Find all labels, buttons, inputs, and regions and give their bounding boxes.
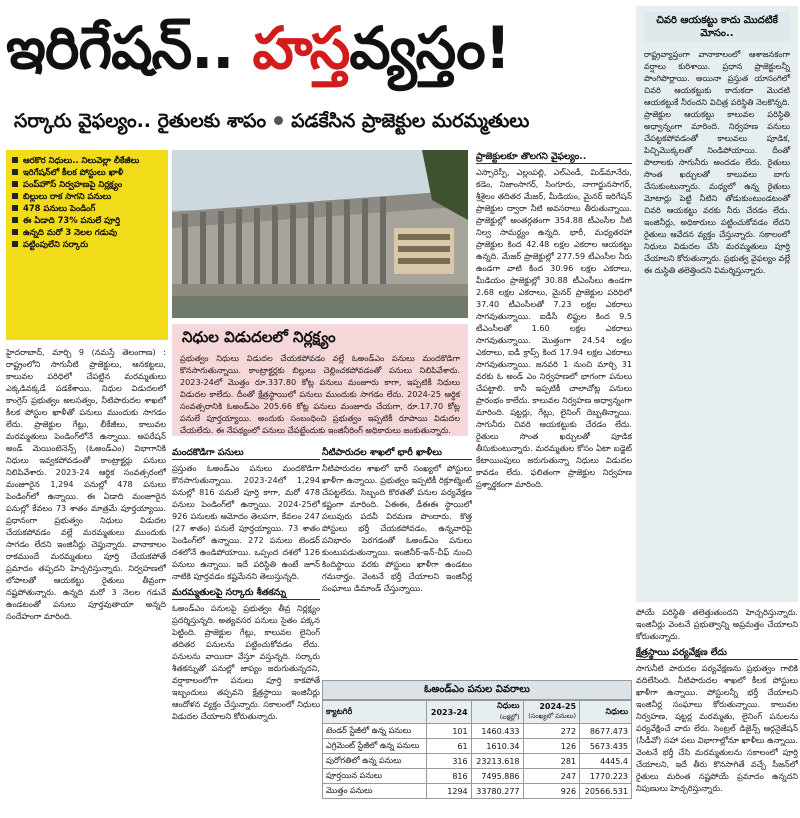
table-cell: 23213.618: [471, 754, 523, 769]
table-cell: 20566.531: [580, 784, 632, 799]
subheadline-left: సర్కారు వైఫల్యం.. రైతులకు శాపం: [14, 110, 267, 132]
table-cell: పురోగతిలో ఉన్న పనులు: [323, 754, 427, 769]
table-cell: 7495.886: [471, 769, 523, 784]
square-bullet-icon: [12, 241, 18, 247]
table-cell: 1610.34: [471, 739, 523, 754]
table-cell: మొత్తం పనులు: [323, 784, 427, 799]
headline-part-1: ఇరిగేషన్..: [6, 14, 253, 82]
sidebar-title: చివరి ఆయకట్టు కాదు మొదటికే మోసం..: [644, 12, 790, 42]
table-cell: 4445.4: [580, 754, 632, 769]
table-cell: 816: [426, 769, 471, 784]
highlight-item: ఉన్నది మరో 3 నెలల గడువు: [10, 227, 164, 238]
table-cell: 126: [523, 739, 580, 754]
table-header-cell: నిధులు (లక్షల్లో): [471, 701, 523, 724]
section-text: పోయే పరిస్థితి తలెత్తుతుందని హెచ్చరిస్తున్నారు. ఇంజినీర్లు వెంటనే ప్రభుత్వాన్ని అప్రమత్తం చేయాలని కోరుతున్నారు.: [636, 607, 798, 641]
dam-illustration: [172, 150, 468, 318]
section-text: సాగునీటి పారుదల పర్యవేక్షణను ప్రభుత్వం గాలికి వదిలేసింది. నీటిపారుదల శాఖలో కీలక పోస్టులు ఖాళీగా ఉన్నాయి. పోస్టులన్నీ భర్తీ చేయాలని ఇంజినీర్ల సంఘాలు కోరుతున్నాయి. కాలువల నిర్వహణ, షట్టర్ల మరమ్మతు, లైనింగ్ పనులను పర్యవేక్షించే వారు లేరు. సెంట్రల్ డిజైన్స్ ఆర్గనైజేషన్ (సీడీవో) సహా పలు విభాగాల్లోనూ ఖాళీలు ఉన్నాయి. వెంటనే భర్తీ చేసి మరమ్మతులను సకాలంలో పూర్తి చేయాలని, ఇదే తీరు కొనసాగితే వచ్చే సీజన్‌లో రైతులు మరింత నష్టపోయే ప్రమాదం ఉన్నదని నిపుణులు హెచ్చరిస్తున్నారు.: [636, 663, 798, 793]
table-header-cell: 2023-24: [426, 701, 471, 724]
section-heading: నీటిపారుదల శాఖలో భారీ ఖాళీలు: [322, 446, 472, 460]
article-column-2b: [322, 446, 472, 678]
square-bullet-icon: [12, 193, 18, 199]
section-text: ప్రస్తుతం ఓఅండ్‌ఎం పనులు మందకొడిగా కొనసాగుతున్నాయి. 2023-24లో 1,294 పనుల్లో 816 పనులే పూర్తి కాగా, మరో 478 పనులు పెండింగ్‌లో ఉన్నాయి. 2024-25లో 926 పనులకు ఆమోదం తెలపగా, కేవలం 247 (27 శాతం) పనులే పూర్తయ్యాయి. 73 శాతం పెండింగ్‌లో ఉన్నాయి. 272 పనులు టెండర్ దశలోనే ఉండిపోయాయి. ఒప్పంద దశలో 126 పనులు ఉన్నాయి. ఇదే పరిస్థితి ఉంటే జూన్ నాటికి పూర్తవడం కష్టమేనని తెలుస్తున్నది.: [172, 463, 320, 581]
table-cell: 316: [426, 754, 471, 769]
table-cell: 272: [523, 724, 580, 739]
table-cell: 101: [426, 724, 471, 739]
highlight-item: పట్టింపులేని సర్కారు: [10, 239, 164, 250]
headline-part-3: వ్యస్తం!: [349, 14, 511, 82]
table-cell: 1294: [426, 784, 471, 799]
highlight-item: ఇరిగేషన్‌లో కీలక పోస్టులు ఖాళీ: [10, 167, 164, 178]
table-cell: 1460.433: [471, 724, 523, 739]
highlight-item: 478 పనులు పెండింగ్: [10, 203, 164, 214]
section-text: ఓఅండ్‌ఎం పనులపై ప్రభుత్వం తీవ్ర నిర్లక్ష్యం ప్రదర్శిస్తున్నది. అత్యవసర పనులు సైతం పక్కన పెట్టింది. ప్రాజెక్టుల గేట్లు, కాలువల లైనింగ్ తదితర పనులను పట్టించుకోవడం లేదు. పనులను వాయిదా వేస్తూ వస్తున్నది. సర్కారు శీతకన్నుతో పనుల్లో జాప్యం జరుగుతున్నదని, వర్షాకాలంలోగా పనులు పూర్తి కాకపోతే ఇబ్బందులు తప్పవని క్షేత్రస్థాయి ఇంజినీర్లు ఆందోళన వ్యక్తం చేస్తున్నారు. సకాలంలో నిధులు విడుదల చేయాలని కోరుతున్నారు.: [172, 603, 320, 721]
subheadline: [14, 104, 644, 138]
dam-photo: [172, 150, 468, 318]
square-bullet-icon: [12, 169, 18, 175]
table-header-cell: నిధులు: [580, 701, 632, 724]
table-cell: 926: [523, 784, 580, 799]
square-bullet-icon: [12, 217, 18, 223]
section-heading: మరమ్మతులపై సర్కారు శీతకన్ను: [172, 586, 320, 600]
sidebar-box: [636, 6, 798, 602]
om-works-table: [322, 680, 632, 816]
headline: [6, 4, 626, 92]
table-cell: 8677.473: [580, 724, 632, 739]
data-table: [322, 700, 632, 799]
funds-release-heading: నిధుల విడుదలలో నిర్లక్ష్యం: [176, 328, 342, 350]
section-heading: మందకొడిగా పనులు: [172, 446, 320, 460]
table-cell: 33780.277: [471, 784, 523, 799]
article-column-4: [636, 606, 798, 816]
article-text-col1: హైదరాబాద్, మార్చి 9 (నమస్తే తెలంగాణ) : రాష్ట్రంలోని సాగునీటి ప్రాజెక్టులు, ఆనకట్టలు, కాలువల పరిధిలో చేపట్టిన మరమ్మతులు ఎక్కడివక్కడే పడకేశాయి. నిధుల విడుదలలో కాంగ్రెస్ ప్రభుత్వం అలసత్వం, నీటిపారుదల శాఖలో కీలక పోస్టుల ఖాళీతో పనులు ముందుకు సాగడం లేదు. ప్రాజెక్టుల గేట్లు, లీకేజీలు, కాలువల మరమ్మతులు పెండింగ్‌లోనే ఉన్నాయి. ఆపరేషన్ అండ్ మెయింటెనెన్స్ (ఓఅండ్‌ఎం) విభాగానికి నిధులు ఇవ్వకపోవడంతో కాంట్రాక్టర్లు పనులు నిలిపివేశారు. 2023-24 ఆర్థిక సంవత్సరంలో మంజూరైన 1,294 పనుల్లో 478 పనులు పెండింగ్‌లో ఉన్నాయి. ఈ ఏడాది మంజూరైన పనుల్లో కేవలం 73 శాతం మాత్రమే పూర్తయ్యాయి. ప్రధానంగా ప్రభుత్వం నిధులు విడుదల చేయకపోవడం వల్లే మరమ్మతులు ముందుకు సాగడం లేదని ఇంజినీర్లు చెప్తున్నారు. వానాకాలం రాకముందే మరమ్మతులు పూర్తి చేయకపోతే ప్రమాదం తప్పదని హెచ్చరిస్తున్నారు. నిర్వహణలో లోపాలతో ఆయకట్టు రైతులు తీవ్రంగా నష్టపోతున్నారు. ఉన్నది మరో 3 నెలల గడువే ఉండటంతో పనులు పూర్తవుతాయా అన్నది సందేహంగా మారింది.: [6, 347, 166, 621]
table-header-row: [323, 701, 632, 724]
bullet-dot-icon: [274, 116, 283, 125]
square-bullet-icon: [12, 229, 18, 235]
table-cell: 61: [426, 739, 471, 754]
table-row: [323, 754, 632, 769]
table-row: [323, 739, 632, 754]
table-cell: 247: [523, 769, 580, 784]
highlights-box: [6, 150, 168, 340]
table-cell: ఎగ్రిమెంట్ స్టేజీలో ఉన్న పనులు: [323, 739, 427, 754]
table-cell: 1770.223: [580, 769, 632, 784]
highlight-item: ఈ ఏడాది 73% పనులే పూర్తి: [10, 215, 164, 226]
funds-release-box: [172, 324, 468, 436]
section-text: ఎస్సారెస్పీ, ఎల్లంపల్లి, ఎల్‌ఎండీ, మిడ్‌మానేరు, కడెం, నిజాంసాగర్, సింగూరు, నాగార్జునసాగర్, శ్రీశైలం తదితర మేజర్, మీడియం, మైనర్ ఇరిగేషన్ ప్రాజెక్టుల ద్వారా నీటి అవసరాలు తీరుతున్నాయి. ప్రాజెక్టుల్లో అంతర్గతంగా 354.88 టీఎంసీల నీటి నిల్వ సామర్థ్యం ఉన్నది. భారీ, మధ్యతరహా ప్రాజెక్టుల కింద 42.48 లక్షల ఎకరాల ఆయకట్టు ఉన్నది. మేజర్ ప్రాజెక్టుల్లో 277.59 టీఎంసీల నీరు ఉండగా వాటి కింద 30.96 లక్షల ఎకరాలు, మీడియం ప్రాజెక్టుల్లో 30.88 టీఎంసీలు ఉండగా 2.68 లక్షల ఎకరాలు, మైనర్ ప్రాజెక్టుల పరిధిలో 37.40 టీఎంసీలతో 7.23 లక్షల ఎకరాలు సాగవుతున్నాయి. ఐడీసీ లిఫ్టుల కింద 9.5 టీఎంసీలతో 1.60 లక్షల ఎకరాలు సాగవుతున్నాయి. మొత్తంగా 24.54 లక్షల ఎకరాలు, ఐడీ క్రాప్స్ కింద 17.94 లక్షల ఎకరాలు సాగవుతున్నాయి. జనవరి 1 నుంచి మార్చి 31 వరకు ఓ అండ్ ఎం నిర్వహణలో భాగంగా పనులు చేపట్టాలి. కానీ ఇప్పటికీ చాలాచోట్ల పనులు ప్రారంభం కాలేదు. కాలువల నిర్వహణ అధ్వాన్నంగా మారింది. షట్టర్లు, గేట్లు, లైనింగ్ దెబ్బతిన్నాయి. సాగునీరు చివరి ఆయకట్టుకు చేరడం లేదు. రైతులు సొంత ఖర్చులతో పూడిక తీసుకుంటున్నారు. మరమ్మతుల కోసం ఏటా బడ్జెట్ కేటాయింపులు జరుగుతున్నా నిధులు విడుదల కావడం లేదు. ఫలితంగా ప్రాజెక్టుల నిర్వహణ ప్రశ్నార్థకంగా మారింది.: [476, 167, 632, 489]
table-title: ఓఅండ్‌ఎం పనుల వివరాలు: [322, 680, 632, 700]
sidebar-text: రాష్ట్రవ్యాప్తంగా వానాకాలంలో ఆశాజనకంగా వర్షాలు కురిశాయి. ప్రధాన ప్రాజెక్టులన్నీ పొంగిపొర్లాయి. అయినా ప్రస్తుత యాసంగిలో చివరి ఆయకట్టుకు కాదుకదా మొదటి ఆయకట్టుకే నీరందని విచిత్ర పరిస్థితి నెలకొన్నది. ప్రాజెక్టుల ఆయకట్టు కాలువల పరిస్థితి అధ్వాన్నంగా మారింది. నిర్వహణ పనులు చేపట్టకపోవడంతో కాలువలు పూడిక, పిచ్చిమొక్కలతో నిండిపోయాయి. దీంతో పొలాలకు సాగునీరు అందడం లేదు. రైతులు సొంత ఖర్చులతో కాలువలు బాగు చేసుకుంటున్నారు. మధ్యలో ఉన్న రైతులు మోటార్లు పెట్టి నీటిని తోడుకుంటుండటంతో చివరి ఆయకట్టు వరకు నీరు చేరడం లేదు. ఇంజినీర్లు, అధికారులు పట్టించుకోవడం లేదని రైతులు ఆవేదన వ్యక్తం చేస్తున్నారు. సకాలంలో నిధులు విడుదల చేసి మరమ్మతులు పూర్తి చేయాలని కోరుతున్నారు. ప్రభుత్వ వైఫల్యం వల్లే ఈ దుస్థితి తలెత్తిందని విమర్శిస్తున్నారు.: [644, 49, 791, 275]
table-cell: పూర్తయిన పనులు: [323, 769, 427, 784]
section-heading: ప్రాజెక్టులకూ తొలగని వైఫల్యం..: [476, 150, 632, 164]
table-cell: టెండర్ స్టేజీలో ఉన్న పనులు: [323, 724, 427, 739]
table-row: [323, 769, 632, 784]
funds-release-text: ప్రభుత్వం నిధులు విడుదల చేయకపోవడం వల్లే ఓఅండ్‌ఎం పనులు మందకొడిగా కొనసాగుతున్నాయి. కాంట్రాక్టర్లకు బిల్లులు చెల్లించకపోవడంతో పనులు నిలిపివేశారు. 2023-24లో మొత్తం రూ.337.80 కోట్ల పనులు మంజూరు కాగా, ఇప్పటికీ నిధులు విడుదల కాలేదు. దీంతో క్షేత్రస్థాయిలో పనులు ముందుకు సాగడం లేదు. 2024-25 ఆర్థిక సంవత్సరానికి ఓఅండ్‌ఎం 205.66 కోట్ల పనులు మంజూరు చేయగా, రూ.17.70 కోట్ల పనులే పూర్తయ్యాయి. అందుకు సంబంధించి ప్రభుత్వం ఇప్పటికీ రూపాయి విడుదల చేయలేదు. ఈ నేపథ్యంలో పనులు చేపట్టేందుకు ఇంజినీరింగ్ అధికారులు జంకుతున్నారు.: [180, 353, 460, 435]
highlight-item: పంప్‌హౌస్ నిర్వహణపై నిర్లక్ష్యం: [10, 179, 164, 190]
highlight-item: ఆరకొర నిధులు.. నిలువెల్లా లీకేజీలు: [10, 155, 164, 166]
section-text: నీటిపారుదల శాఖలో భారీ సంఖ్యలో పోస్టులు ఖాళీగా ఉన్నాయి. ప్రభుత్వం ఇప్పటికీ రిక్రూట్మెంట్ చేపట్టలేదు. సిబ్బంది కొరతతో పనుల పర్యవేక్షణ కష్టంగా మారింది. ఏఈఈ, డీఈఈ స్థాయిలో పలువురు పదవీ విరమణ పొందారు. కొత్త పోస్టులు భర్తీ చేయకపోవడం, ఉన్నవారిపై పనిభారం పెరగడంతో ఓఅండ్‌ఎం పనులు కుంటుపడుతున్నాయి. ఇంజినీర్-ఇన్-చీఫ్ నుంచి కిందిస్థాయి వరకు పోస్టులు ఖాళీగా ఉండటం గమనార్హం. వెంటనే భర్తీ చేయాలని ఇంజినీర్ల సంఘాలు డిమాండ్ చేస్తున్నాయి.: [322, 463, 472, 593]
article-column-3: [476, 150, 632, 646]
square-bullet-icon: [12, 157, 18, 163]
table-row: [323, 784, 632, 799]
table-cell: 5673.435: [580, 739, 632, 754]
square-bullet-icon: [12, 181, 18, 187]
highlight-item: బిల్లులు రాక సాగని పనులు: [10, 191, 164, 202]
square-bullet-icon: [12, 205, 18, 211]
table-row: [323, 724, 632, 739]
article-column-2a: [172, 446, 320, 816]
table-header-cell: 2024-25 (సంఖ్యలో పనులు): [523, 701, 580, 724]
headline-part-2: హస్త: [252, 14, 350, 82]
section-heading: క్షేత్రస్థాయి పర్యవేక్షణ లేదు: [636, 646, 798, 660]
subheadline-right: పడకేసిన ప్రాజెక్టుల మరమ్మతులు: [291, 110, 530, 132]
table-header-cell: క్యాటగిరీ: [323, 701, 427, 724]
article-column-1: [6, 346, 166, 816]
table-cell: 281: [523, 754, 580, 769]
